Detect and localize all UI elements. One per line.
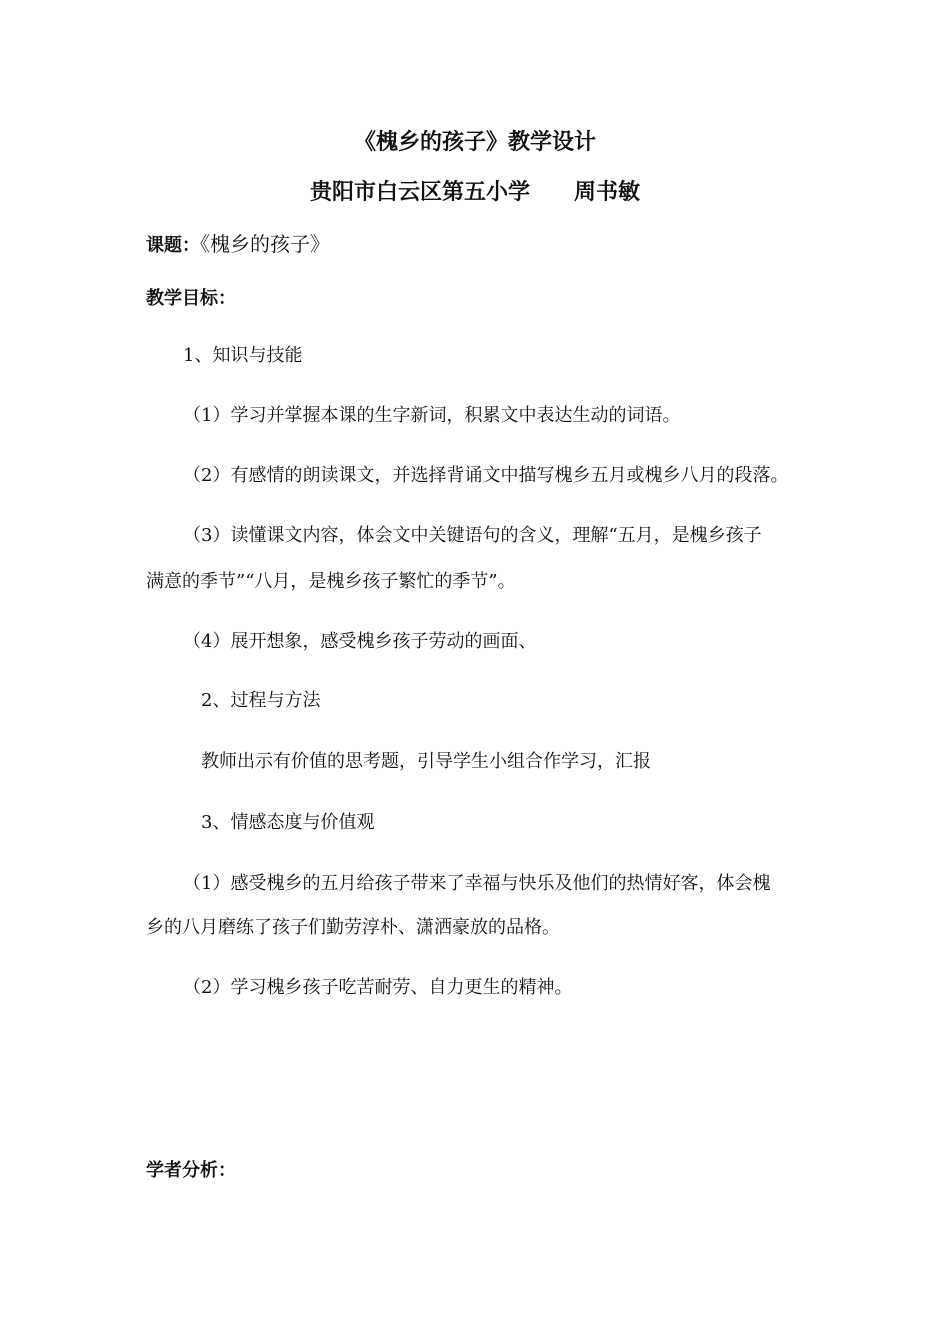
author-line [0,178,950,206]
section3-heading: 3、情感态度与价值观 [201,812,375,833]
objective-item: （4）展开想象，感受槐乡孩子劳动的画面、 [183,631,537,652]
section2-text: 教师出示有价值的思考题，引导学生小组合作学习，汇报 [201,751,651,772]
section2-heading: 2、过程与方法 [201,690,321,711]
objective-item: （1）学习并掌握本课的生字新词，积累文中表达生动的词语。 [183,405,681,426]
analysis-heading: 学者分析： [146,1160,236,1181]
document-title: 《槐乡的孩子》教学设计 [353,129,596,155]
lesson-line [146,232,330,258]
objective-item-continued: 满意的季节”“八月，是槐乡孩子繁忙的季节”。 [146,571,516,592]
lesson-label: 课题： [146,235,200,256]
objectives-heading: 教学目标： [146,288,236,309]
emotion-item: （2）学习槐乡孩子吃苦耐劳、自力更生的精神。 [183,977,573,998]
emotion-item-continued: 乡的八月磨练了孩子们勤劳淳朴、潇洒豪放的品格。 [146,917,560,938]
emotion-item: （1）感受槐乡的五月给孩子带来了幸福与快乐及他们的热情好客，体会槐 [183,873,771,894]
school-name: 贵阳市白云区第五小学 [309,179,530,205]
section1-heading: 1、知识与技能 [183,345,303,366]
author-name: 周书敏 [574,179,641,205]
objective-item: （2）有感情的朗读课文，并选择背诵文中描写槐乡五月或槐乡八月的段落。 [183,465,789,486]
lesson-name: 《槐乡的孩子》 [200,232,330,256]
objective-item: （3）读懂课文内容，体会文中关键语句的含义，理解“五月，是槐乡孩子 [183,525,762,546]
